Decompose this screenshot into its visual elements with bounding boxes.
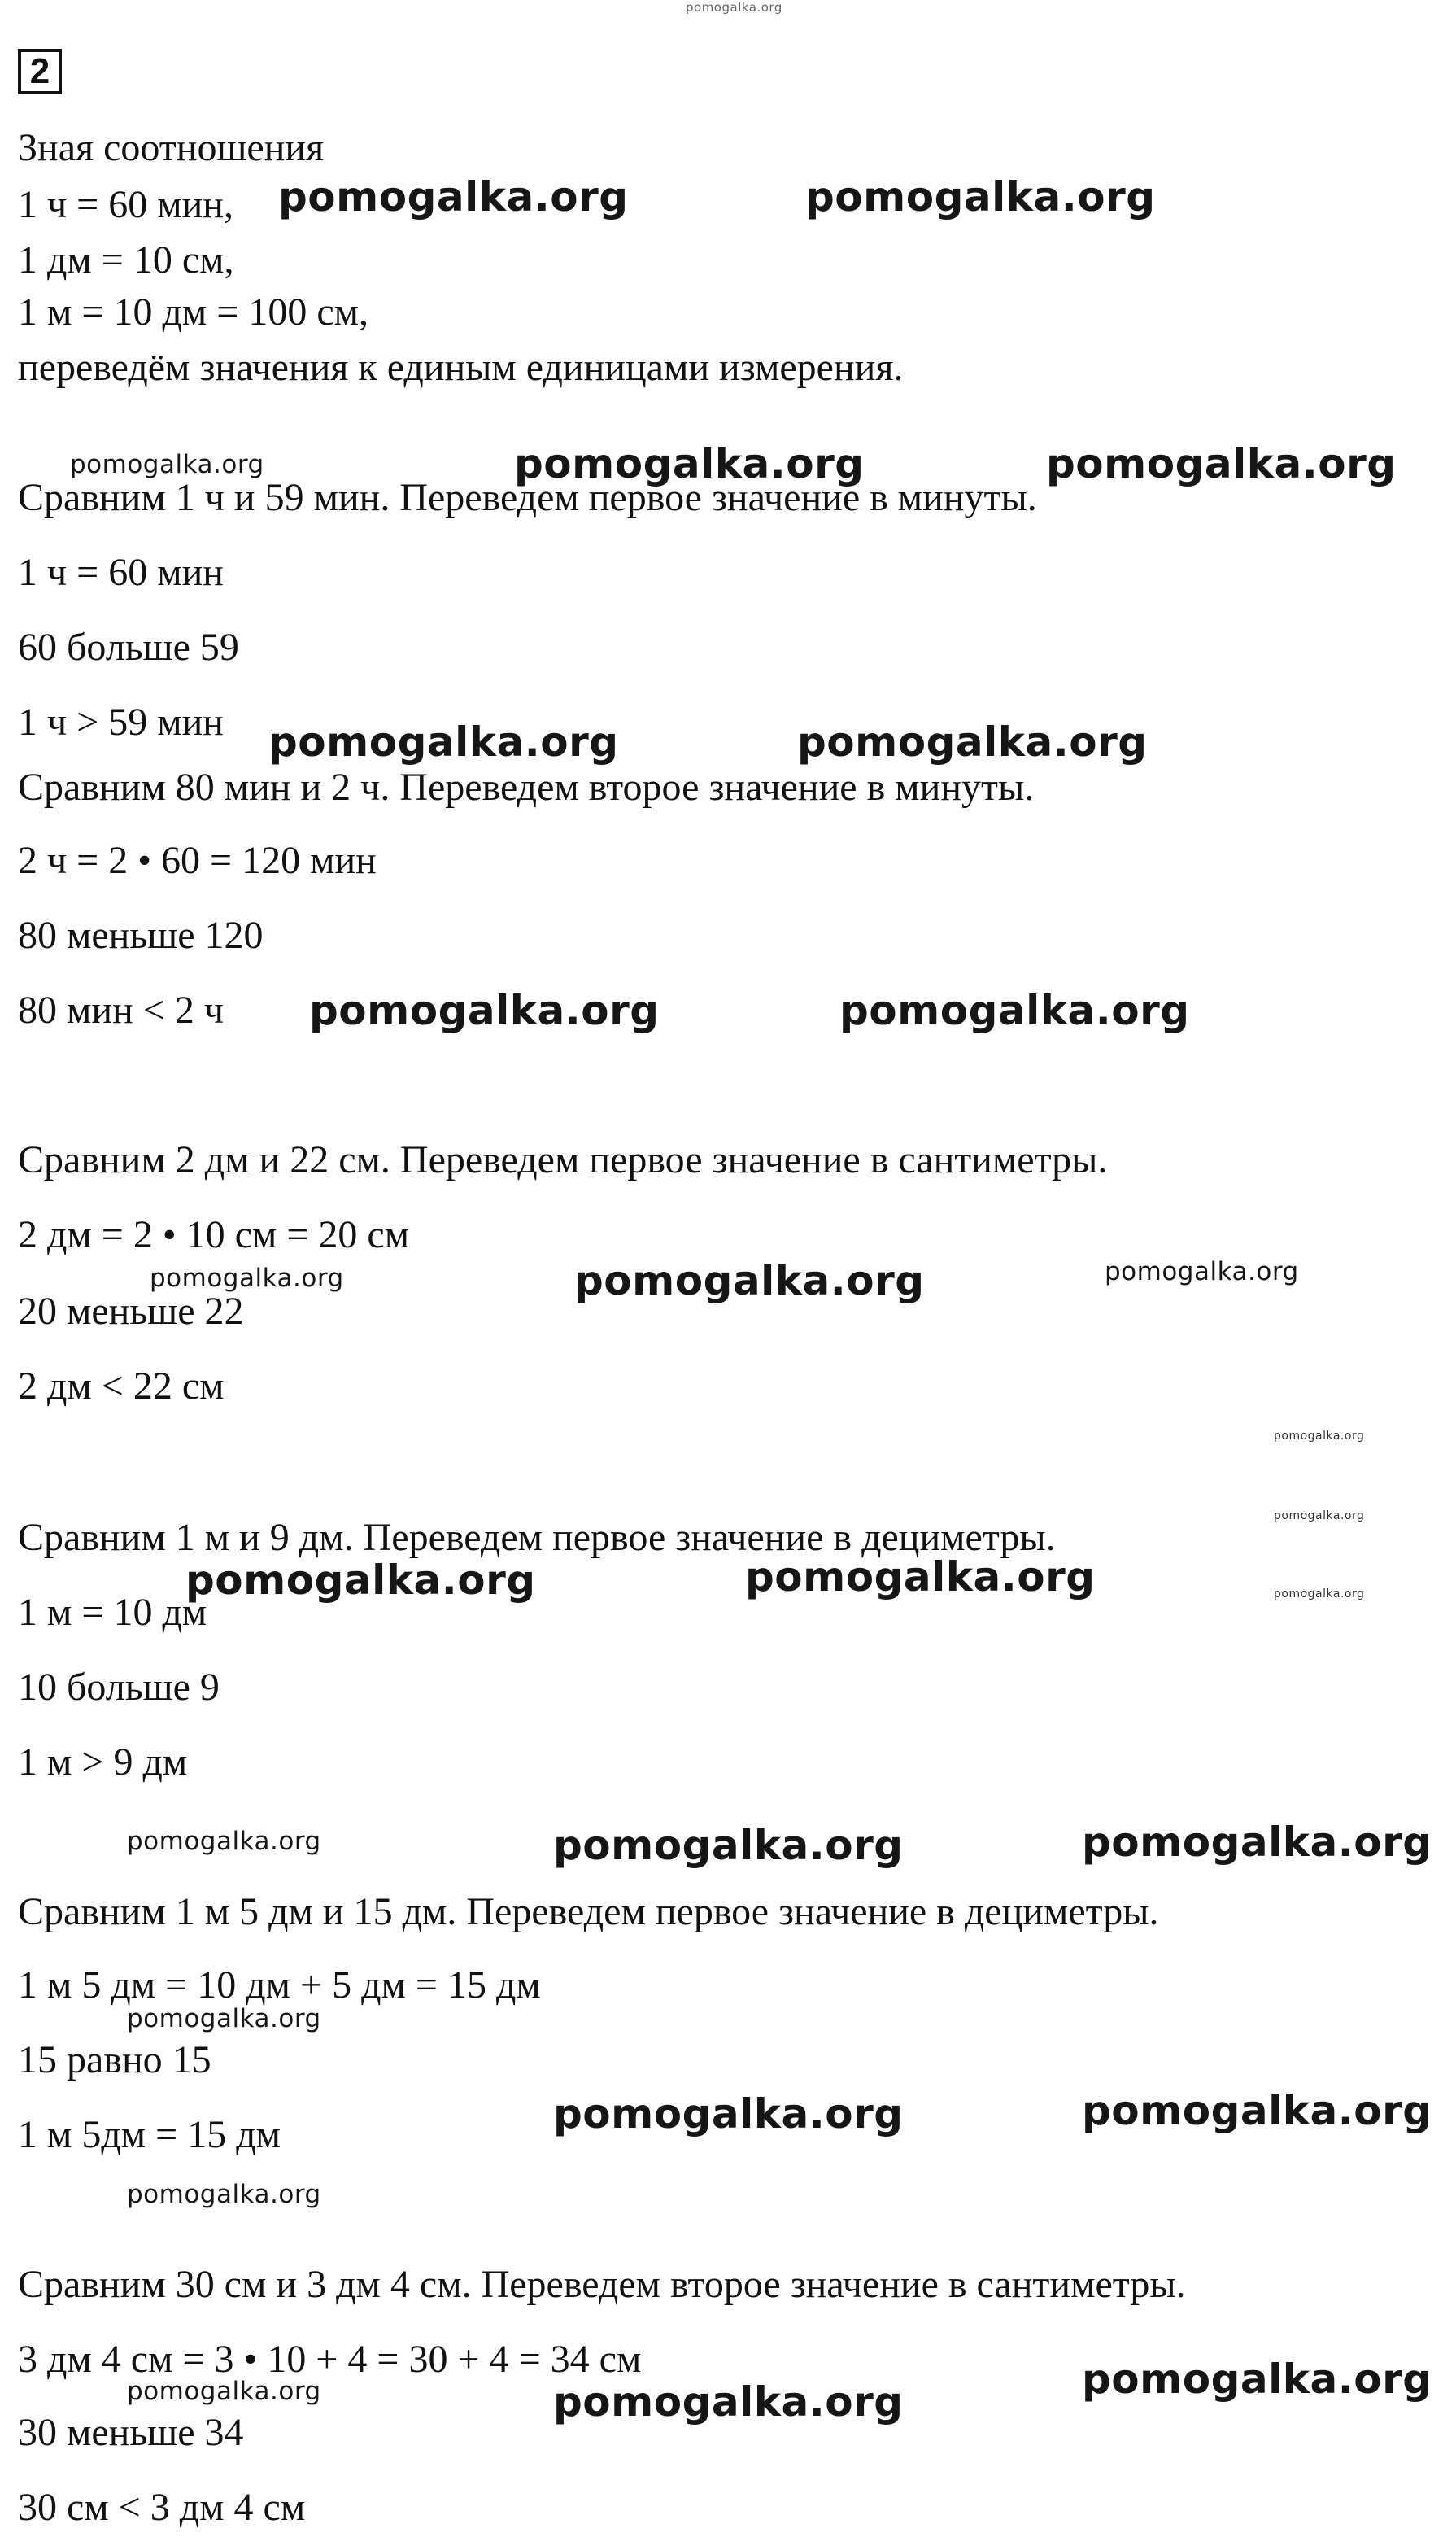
comparison-header: Сравним 1 м и 9 дм. Переведем первое значение в дециметры. xyxy=(18,1516,1056,1559)
watermark: pomogalka.org xyxy=(1082,1819,1432,1866)
comparison-result: 2 дм < 22 см xyxy=(18,1365,225,1408)
watermark: pomogalka.org xyxy=(268,718,619,766)
comparison-header: Сравним 1 м 5 дм и 15 дм. Переведем первое значение в дециметры. xyxy=(18,1890,1159,1933)
comparison-header: Сравним 80 мин и 2 ч. Переведем второе значение в минуты. xyxy=(18,766,1035,809)
comparison-header: Сравним 2 дм и 22 см. Переведем первое значение в сантиметры. xyxy=(18,1138,1108,1181)
watermark: pomogalka.org xyxy=(839,987,1190,1034)
comparison-conversion: 1 м 5 дм = 10 дм + 5 дм = 15 дм xyxy=(18,1963,541,2006)
watermark: pomogalka.org xyxy=(805,173,1156,221)
watermark: pomogalka.org xyxy=(1046,440,1397,487)
comparison-conversion: 1 м = 10 дм xyxy=(18,1591,207,1634)
watermark: pomogalka.org xyxy=(553,1822,904,1869)
comparison-relation: 20 меньше 22 xyxy=(18,1290,244,1333)
watermark: pomogalka.org xyxy=(309,987,660,1034)
watermark: pomogalka.org xyxy=(553,2090,904,2137)
watermark: pomogalka.org xyxy=(1082,2087,1432,2134)
watermark: pomogalka.org xyxy=(1105,1257,1299,1286)
watermark: pomogalka.org xyxy=(686,0,782,15)
comparison-conversion: 1 ч = 60 мин xyxy=(18,551,224,594)
watermark: pomogalka.org xyxy=(797,718,1148,766)
watermark: pomogalka.org xyxy=(745,1553,1096,1600)
comparison-header: Сравним 1 ч и 59 мин. Переведем первое значение в минуты. xyxy=(18,476,1037,519)
intro-line: 1 ч = 60 мин, xyxy=(18,183,233,226)
comparison-relation: 15 равно 15 xyxy=(18,2038,211,2081)
watermark: pomogalka.org xyxy=(127,2004,321,2033)
watermark: pomogalka.org xyxy=(127,2377,321,2406)
intro-line: Зная соотношения xyxy=(18,126,325,169)
watermark: pomogalka.org xyxy=(127,2180,321,2209)
intro-line: переведём значения к единым единицами измерения. xyxy=(18,346,904,389)
intro-line: 1 м = 10 дм = 100 см, xyxy=(18,290,368,334)
intro-line: 1 дм = 10 см, xyxy=(18,238,234,282)
comparison-result: 80 мин < 2 ч xyxy=(18,989,224,1032)
task-number: 2 xyxy=(18,49,62,94)
comparison-relation: 60 больше 59 xyxy=(18,626,239,669)
watermark: pomogalka.org xyxy=(553,2378,904,2426)
watermark: pomogalka.org xyxy=(1274,1509,1365,1522)
watermark: pomogalka.org xyxy=(1082,2356,1432,2403)
comparison-result: 1 м > 9 дм xyxy=(18,1740,188,1784)
comparison-relation: 30 меньше 34 xyxy=(18,2411,244,2454)
comparison-header: Сравним 30 см и 3 дм 4 см. Переведем второе значение в сантиметры. xyxy=(18,2263,1186,2306)
comparison-relation: 80 меньше 120 xyxy=(18,914,264,957)
comparison-result: 1 ч > 59 мин xyxy=(18,701,224,744)
comparison-result: 1 м 5дм = 15 дм xyxy=(18,2113,281,2156)
comparison-conversion: 2 дм = 2 • 10 см = 20 см xyxy=(18,1213,410,1256)
watermark: pomogalka.org xyxy=(185,1557,536,1604)
watermark: pomogalka.org xyxy=(127,1827,321,1856)
watermark: pomogalka.org xyxy=(150,1264,344,1293)
comparison-conversion: 3 дм 4 см = 3 • 10 + 4 = 30 + 4 = 34 см xyxy=(18,2338,642,2381)
watermark: pomogalka.org xyxy=(278,173,629,221)
watermark: pomogalka.org xyxy=(70,450,264,479)
comparison-relation: 10 больше 9 xyxy=(18,1666,220,1709)
watermark: pomogalka.org xyxy=(1274,1430,1365,1443)
watermark: pomogalka.org xyxy=(1274,1587,1365,1600)
comparison-result: 30 см < 3 дм 4 см xyxy=(18,2486,306,2529)
watermark: pomogalka.org xyxy=(514,440,865,487)
comparison-conversion: 2 ч = 2 • 60 = 120 мин xyxy=(18,839,377,882)
watermark: pomogalka.org xyxy=(574,1257,925,1304)
